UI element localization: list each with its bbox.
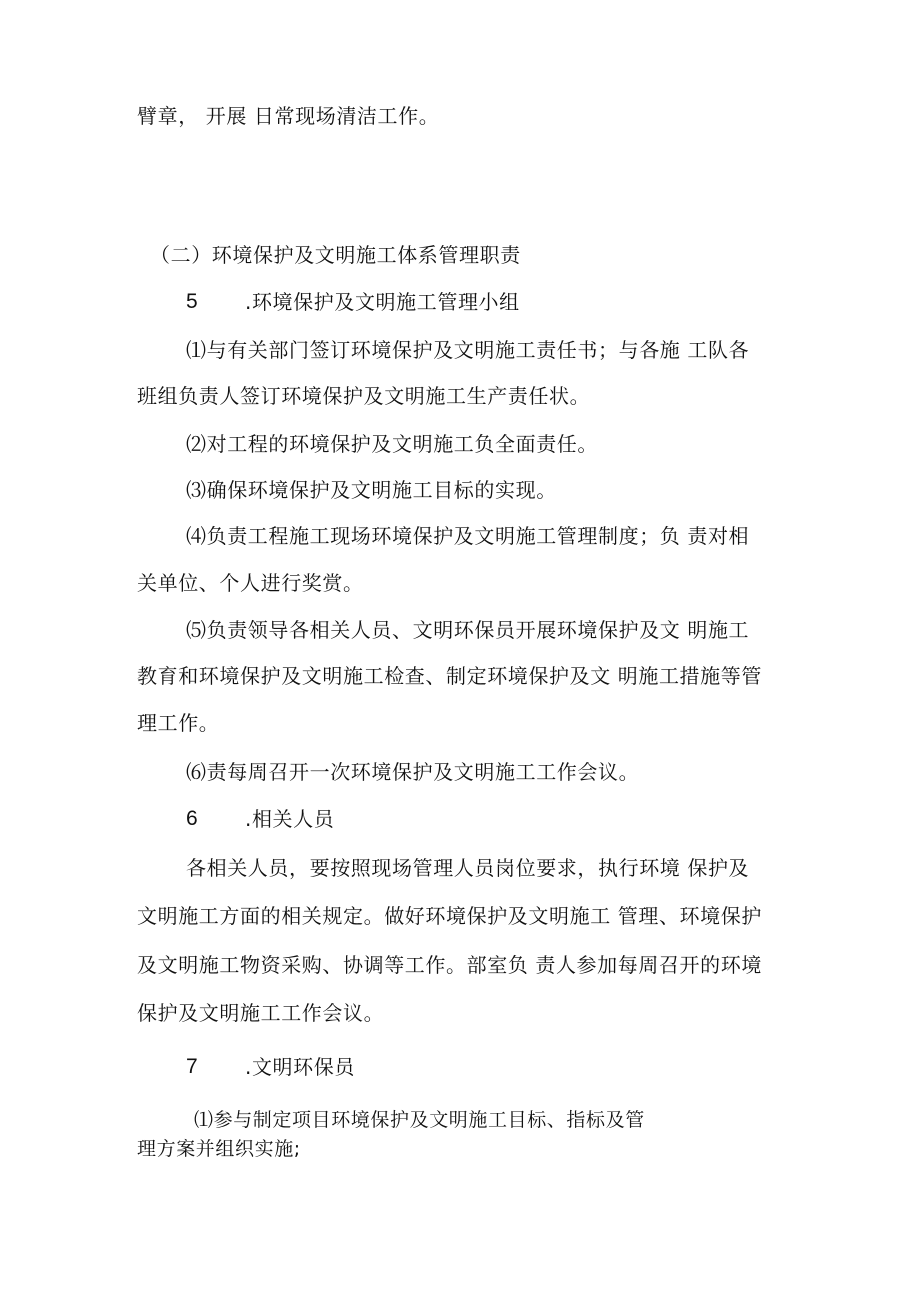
- heading-text: .环境保护及文明施工管理小组: [245, 290, 520, 314]
- body-text-line: 理工作。: [137, 711, 220, 735]
- heading-number: 6: [186, 807, 198, 830]
- body-text-line: 班组负责人签订环境保护及文明施工生产责任状。: [137, 384, 591, 408]
- body-text-line: ⑴与有关部门签订环境保护及文明施工责任书；与各施 工队各: [186, 338, 750, 362]
- body-text-line: 教育和环境保护及文明施工检查、制定环境保护及文 明施工措施等管: [137, 664, 762, 688]
- body-text-line: 理方案并组织实施;: [137, 1138, 301, 1160]
- body-text-line: 关单位、个人进行奖赏。: [137, 571, 364, 595]
- heading-text: .相关人员: [245, 807, 335, 831]
- body-text-line: ⑶确保环境保护及文明施工目标的实现。: [186, 478, 557, 502]
- body-text-line: ⑵对工程的环境保护及文明施工负全面责任。: [186, 432, 598, 456]
- body-text-line: 及文明施工物资采购、协调等工作。部室负 责人参加每周召开的环境: [137, 953, 762, 977]
- body-text-line: 保护及文明施工工作会议。: [137, 1001, 385, 1025]
- body-text-line: ⑹责每周召开一次环境保护及文明施工工作会议。: [186, 760, 640, 784]
- body-text-line: 臂章， 开展 日常现场清洁工作。: [137, 104, 440, 128]
- body-text-line: 各相关人员，要按照现场管理人员岗位要求，执行环境 保护及: [186, 856, 750, 880]
- body-text-line: ⑷负责工程施工现场环境保护及文明施工管理制度；负 责对相: [186, 524, 750, 548]
- heading-number: 5: [186, 290, 198, 313]
- section-heading: （二）环境保护及文明施工体系管理职责: [150, 243, 521, 267]
- body-text-line: ⑸负责领导各相关人员、文明环保员开展环境保护及文 明施工: [186, 618, 750, 642]
- heading-number: 7: [186, 1055, 198, 1078]
- body-text-line: 文明施工方面的相关规定。做好环境保护及文明施工 管理、环境保护: [137, 904, 762, 928]
- body-text-line: ⑴参与制定项目环境保护及文明施工目标、指标及管: [194, 1109, 645, 1131]
- heading-text: .文明环保员: [245, 1055, 355, 1079]
